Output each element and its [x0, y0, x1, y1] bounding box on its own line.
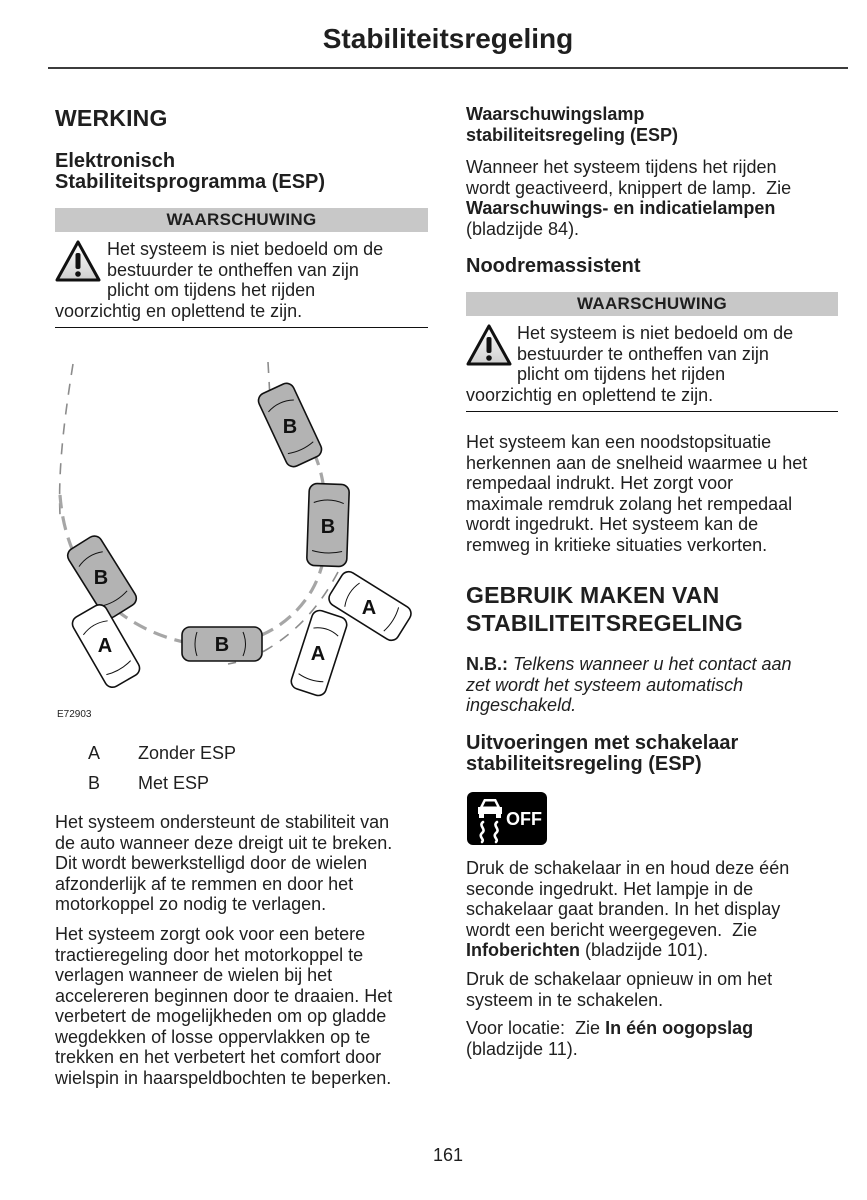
warning-text — [466, 323, 838, 405]
cross-reference: Waarschuwings- en indicatielampen — [466, 198, 776, 218]
text-line: Het systeem kan een noodstopsituatie — [466, 432, 772, 452]
subheading-line: Waarschuwingslamp — [466, 104, 645, 124]
subheading-warning-lamp — [466, 104, 678, 145]
subheading-esp — [55, 151, 325, 193]
paragraph-stability — [55, 812, 428, 915]
warning-rule — [466, 411, 838, 412]
paragraph-switch-off — [466, 858, 838, 961]
road-edge-left — [60, 364, 73, 515]
figure-code: E72903 — [57, 709, 92, 720]
car-label: A — [97, 635, 113, 657]
text-line: Druk de schakelaar in en houd deze één — [466, 858, 790, 878]
text-line: herkennen aan de snelheid waarmee u het — [466, 452, 808, 473]
subheading-brake-assist: Noodremassistent — [466, 255, 641, 277]
car-label: B — [93, 567, 109, 589]
text-line: accelereren beginnen door te draaien. Het — [55, 985, 393, 1006]
text-line: bestuurder te ontheffen van zijn — [517, 343, 769, 364]
text-line: wielspin in haarspeldbochten te beperken. — [55, 1067, 392, 1088]
warning-bar: WAARSCHUWING — [55, 208, 428, 232]
subheading-line: Uitvoeringen met schakelaar — [466, 732, 739, 754]
paragraph-warning-lamp — [466, 157, 838, 239]
text-line — [466, 198, 838, 219]
note-text: zet wordt het systeem automatisch — [466, 674, 744, 695]
legend-key: A — [88, 743, 101, 763]
esp-off-switch-icon — [467, 792, 547, 845]
paragraph-switch-on — [466, 969, 838, 1010]
skidding-car-icon — [467, 792, 547, 845]
text-line: Het systeem is niet bedoeld om de — [107, 239, 384, 259]
text-line — [466, 695, 838, 716]
text-line: motorkoppel zo nodig te verlagen. — [55, 894, 327, 914]
text-line: bestuurder te ontheffen van zijn — [107, 259, 359, 280]
legend-key: B — [88, 773, 101, 793]
text-line: wordt geactiveerd, knippert de lamp. Zie — [466, 177, 792, 198]
text-line: Het systeem zorgt ook voor een betere — [55, 924, 366, 944]
section-heading-usage — [466, 581, 743, 637]
page-reference: (bladzijde 11). — [466, 1038, 578, 1059]
text-line: plicht om tijdens het rijden — [107, 280, 316, 300]
car-label: B — [282, 416, 298, 438]
note-text: ingeschakeld. — [466, 695, 577, 715]
text-line: plicht om tijdens het rijden — [517, 364, 726, 384]
text-line: Druk de schakelaar opnieuw in om het — [466, 969, 773, 989]
paragraph-traction — [55, 924, 428, 1088]
text-line: rempedaal indrukt. Het zorgt voor — [466, 473, 734, 493]
text-line: verbetert de mogelijkheden om op gladde — [55, 1006, 387, 1026]
text-line: Het systeem ondersteunt de stabiliteit van — [55, 812, 390, 832]
car-label: B — [320, 516, 336, 538]
subheading-line: stabiliteitsregeling (ESP) — [466, 124, 679, 145]
page-number: 161 — [432, 1145, 464, 1165]
warning-rule — [55, 327, 428, 328]
subheading-line: stabiliteitsregeling (ESP) — [466, 753, 702, 775]
heading-line: GEBRUIK MAKEN VAN — [466, 582, 720, 608]
text-line — [466, 1018, 838, 1039]
text-line: seconde ingedrukt. Het lampje in de — [466, 878, 754, 899]
paragraph-brake-assist — [466, 432, 838, 555]
text-line: remweg in kritieke situaties verkorten. — [466, 534, 768, 555]
section-heading-werking: WERKING — [55, 105, 168, 131]
text-line: Wanneer het systeem tijdens het rijden — [466, 157, 777, 177]
text-line: afzonderlijk af te remmen en door het — [55, 873, 354, 894]
text-line: voorzichtig en oplettend te zijn. — [466, 384, 714, 405]
note-label: N.B.: — [466, 654, 508, 674]
text-line: trekken en het verbetert het comfort door — [55, 1047, 382, 1067]
subheading-switch-versions — [466, 733, 738, 775]
page-title: Stabiliteitsregeling — [322, 23, 574, 54]
text-line: systeem in te schakelen. — [466, 989, 664, 1010]
text-line: tractieregeling door het motorkoppel te — [55, 944, 364, 965]
text-line — [466, 940, 838, 961]
text-line: maximale remdruk zolang het rempedaal — [466, 493, 793, 514]
note-text: Telkens wanneer u het contact aan — [513, 654, 792, 674]
location-prefix: Voor locatie: Zie — [466, 1018, 601, 1038]
text-line: verlagen wanneer de wielen bij het — [55, 965, 333, 985]
switch-off-label: OFF — [506, 809, 542, 829]
subheading-line: Stabiliteitsprogramma (ESP) — [55, 171, 326, 193]
text-line: wegdekken of losse oppervlakken op te — [55, 1026, 371, 1047]
text-line — [466, 675, 838, 696]
text-line: voorzichtig en oplettend te zijn. — [55, 300, 303, 321]
subheading-line: Elektronisch — [55, 150, 176, 172]
cross-reference: In één oogopslag — [605, 1018, 754, 1038]
paragraph-location — [466, 1018, 838, 1059]
heading-line: STABILITEITSREGELING — [466, 610, 744, 636]
text-line: Dit wordt bewerkstelligd door de wielen — [55, 853, 368, 873]
page-reference: (bladzijde 101). — [585, 940, 709, 960]
text-line: de auto wanneer deze dreigt uit te breken. — [55, 832, 393, 853]
car-label: B — [214, 634, 230, 656]
legend-text: Zonder ESP — [138, 743, 237, 763]
car-label: A — [361, 597, 377, 619]
note — [466, 654, 838, 716]
header-rule — [48, 67, 848, 69]
text-line: wordt ingedrukt. Het systeem kan de — [466, 514, 759, 534]
warning-bar: WAARSCHUWING — [466, 292, 838, 316]
text-line: Het systeem is niet bedoeld om de — [517, 323, 794, 343]
text-line: schakelaar gaat branden. In het display — [466, 899, 781, 919]
cross-reference: Infoberichten — [466, 940, 581, 960]
text-line: wordt een bericht weergegeven. Zie — [466, 919, 758, 940]
text-line — [466, 654, 838, 675]
page-reference: (bladzijde 84). — [466, 218, 580, 239]
legend-text: Met ESP — [138, 773, 210, 793]
esp-diagram — [40, 350, 430, 710]
warning-text — [55, 239, 428, 321]
car-label: A — [310, 643, 326, 665]
